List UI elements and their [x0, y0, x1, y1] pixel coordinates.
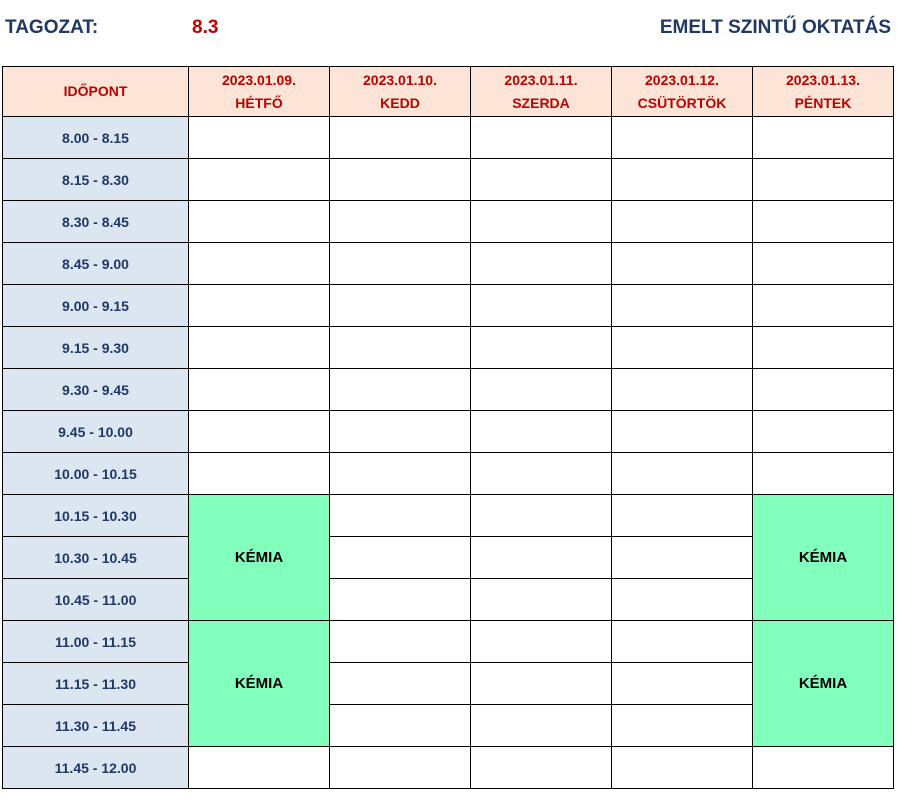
- schedule-cell: [612, 705, 753, 747]
- schedule-cell: [471, 663, 612, 705]
- schedule-cell: [471, 327, 612, 369]
- schedule-cell: [330, 369, 471, 411]
- schedule-cell: [612, 327, 753, 369]
- day-date: 2023.01.11.: [504, 71, 578, 88]
- schedule-cell: [612, 495, 753, 537]
- day-name: PÉNTEK: [794, 94, 852, 111]
- schedule-cell: [330, 201, 471, 243]
- day-header: [330, 67, 471, 117]
- schedule-cell: [753, 747, 894, 789]
- schedule-table: [2, 66, 894, 789]
- schedule-cell: [189, 285, 330, 327]
- schedule-cell: [612, 621, 753, 663]
- schedule-cell: [753, 411, 894, 453]
- time-slot-label: 8.30 - 8.45: [3, 201, 189, 243]
- time-slot-label: 9.30 - 9.45: [3, 369, 189, 411]
- time-slot-row: [3, 453, 894, 495]
- schedule-cell: [612, 159, 753, 201]
- schedule-cell: [330, 663, 471, 705]
- time-slot-label: 10.00 - 10.15: [3, 453, 189, 495]
- day-header: [753, 67, 894, 117]
- time-slot-row: [3, 159, 894, 201]
- time-slot-row: [3, 243, 894, 285]
- day-name: SZERDA: [512, 94, 570, 111]
- time-slot-row: [3, 201, 894, 243]
- time-column-header: IDŐPONT: [3, 67, 189, 117]
- time-slot-row: [3, 495, 894, 537]
- schedule-cell: [471, 117, 612, 159]
- schedule-cell: [189, 117, 330, 159]
- schedule-cell: [330, 579, 471, 621]
- time-slot-label: 8.00 - 8.15: [3, 117, 189, 159]
- schedule-cell: [189, 327, 330, 369]
- schedule-cell: [612, 201, 753, 243]
- schedule-cell: [330, 747, 471, 789]
- schedule-cell: [753, 243, 894, 285]
- schedule-cell: [753, 327, 894, 369]
- schedule-cell: [330, 621, 471, 663]
- schedule-cell: [471, 411, 612, 453]
- schedule-cell: [330, 411, 471, 453]
- day-header: [189, 67, 330, 117]
- schedule-cell: [189, 159, 330, 201]
- time-slot-label: 10.30 - 10.45: [3, 537, 189, 579]
- time-slot-row: [3, 411, 894, 453]
- schedule-cell: [189, 243, 330, 285]
- schedule-cell: [612, 579, 753, 621]
- schedule-cell: [612, 285, 753, 327]
- schedule-cell: [189, 747, 330, 789]
- day-date: 2023.01.09.: [222, 71, 296, 88]
- schedule-cell: [612, 243, 753, 285]
- schedule-cell: [753, 369, 894, 411]
- time-slot-label: 11.15 - 11.30: [3, 663, 189, 705]
- schedule-cell: [612, 117, 753, 159]
- schedule-cell: [471, 495, 612, 537]
- time-slot-row: [3, 369, 894, 411]
- day-name: HÉTFŐ: [235, 94, 283, 111]
- time-slot-label: 9.45 - 10.00: [3, 411, 189, 453]
- time-slot-label: 10.45 - 11.00: [3, 579, 189, 621]
- schedule-cell: [189, 369, 330, 411]
- schedule-cell: [471, 705, 612, 747]
- tagozat-value: 8.3: [192, 17, 219, 38]
- schedule-cell: [330, 537, 471, 579]
- schedule-cell: [330, 159, 471, 201]
- day-header: [612, 67, 753, 117]
- schedule-cell: [330, 243, 471, 285]
- schedule-cell: [612, 537, 753, 579]
- schedule-cell: [612, 369, 753, 411]
- subject-block: KÉMIA: [189, 621, 330, 747]
- schedule-cell: [471, 201, 612, 243]
- schedule-body: [3, 117, 894, 789]
- schedule-cell: [471, 159, 612, 201]
- subject-block: KÉMIA: [753, 621, 894, 747]
- schedule-cell: [189, 411, 330, 453]
- subject-block: KÉMIA: [753, 495, 894, 621]
- schedule-cell: [471, 369, 612, 411]
- schedule-cell: [330, 327, 471, 369]
- schedule-cell: [471, 453, 612, 495]
- time-slot-label: 10.15 - 10.30: [3, 495, 189, 537]
- schedule-cell: [612, 411, 753, 453]
- time-slot-row: [3, 117, 894, 159]
- day-name: CSÜTÖRTÖK: [637, 94, 727, 111]
- schedule-cell: [753, 201, 894, 243]
- subject-block: KÉMIA: [189, 495, 330, 621]
- schedule-cell: [471, 537, 612, 579]
- schedule-cell: [753, 159, 894, 201]
- schedule-cell: [330, 453, 471, 495]
- time-slot-label: 8.15 - 8.30: [3, 159, 189, 201]
- tagozat-label: TAGOZAT:: [5, 17, 99, 38]
- day-name: KEDD: [380, 94, 420, 111]
- schedule-cell: [612, 663, 753, 705]
- time-slot-row: [3, 327, 894, 369]
- schedule-cell: [471, 621, 612, 663]
- time-slot-row: [3, 621, 894, 663]
- schedule-cell: [753, 285, 894, 327]
- schedule-cell: [330, 117, 471, 159]
- time-slot-row: [3, 747, 894, 789]
- schedule-cell: [330, 495, 471, 537]
- schedule-cell: [189, 201, 330, 243]
- schedule-cell: [753, 453, 894, 495]
- schedule-cell: [612, 453, 753, 495]
- header-row: [3, 67, 894, 117]
- program-title: EMELT SZINTŰ OKTATÁS: [659, 17, 891, 38]
- time-slot-label: 9.00 - 9.15: [3, 285, 189, 327]
- time-slot-label: 11.00 - 11.15: [3, 621, 189, 663]
- schedule-cell: [612, 747, 753, 789]
- day-date: 2023.01.12.: [645, 71, 719, 88]
- time-slot-label: 9.15 - 9.30: [3, 327, 189, 369]
- schedule-cell: [471, 747, 612, 789]
- schedule-cell: [471, 243, 612, 285]
- schedule-cell: [330, 285, 471, 327]
- schedule-cell: [471, 579, 612, 621]
- time-slot-label: 11.30 - 11.45: [3, 705, 189, 747]
- time-slot-row: [3, 285, 894, 327]
- day-date: 2023.01.13.: [786, 71, 860, 88]
- day-header: [471, 67, 612, 117]
- schedule-cell: [753, 117, 894, 159]
- time-slot-label: 8.45 - 9.00: [3, 243, 189, 285]
- time-slot-label: 11.45 - 12.00: [3, 747, 189, 789]
- schedule-cell: [471, 285, 612, 327]
- schedule-cell: [330, 705, 471, 747]
- day-date: 2023.01.10.: [363, 71, 437, 88]
- schedule-cell: [189, 453, 330, 495]
